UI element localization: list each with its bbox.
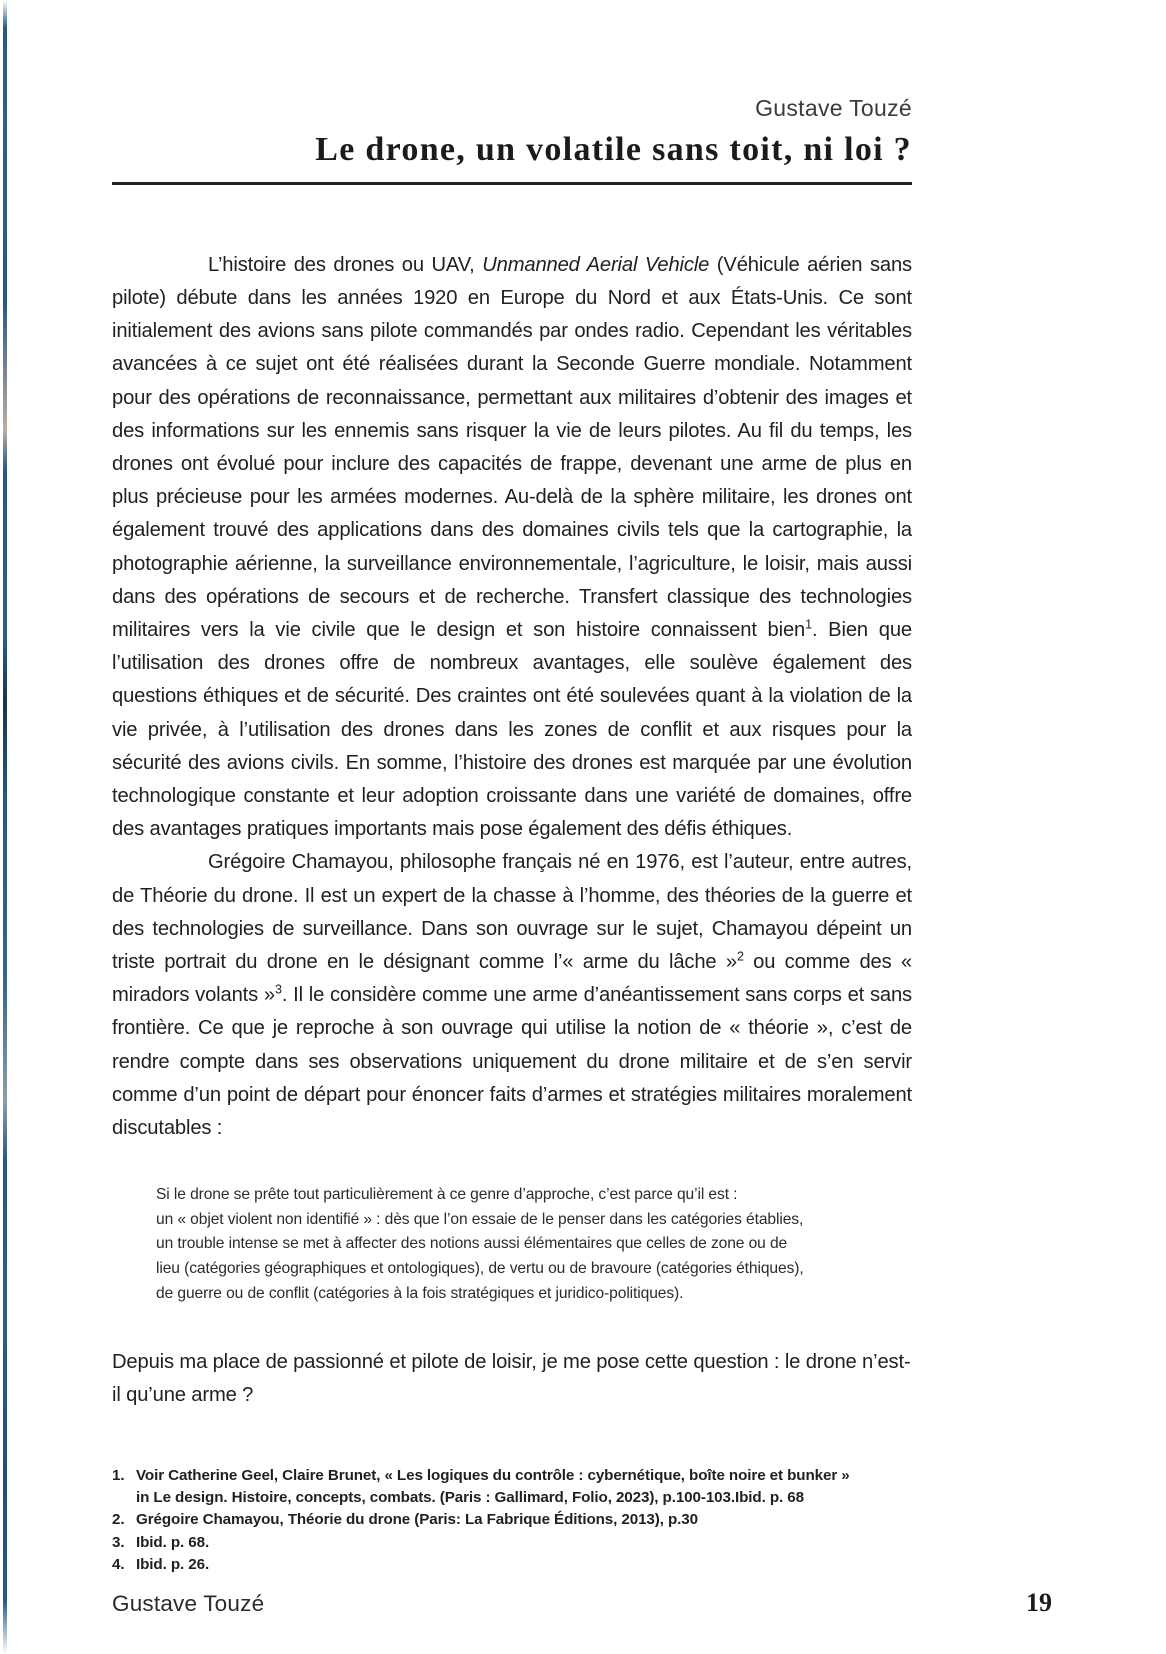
footnote-ref-2: 2 [736,949,744,964]
footnote-number: 3. [112,1533,125,1551]
footnote-line: in Le design. Histoire, concepts, combats. (Paris : Gallimard, Folio, 2023), p.100-103.Ibid. p. 68 [136,1488,804,1506]
quote-line: de guerre ou de conflit (catégories à la fois stratégiques et juridico-politiques). [156,1284,684,1302]
quote-line: un « objet violent non identifié » : dès que l’on essaie de le penser dans les catégories établies, [156,1210,804,1228]
p1-before-italic: L’histoire des drones ou UAV, [208,253,483,276]
footnote-number: 4. [112,1556,125,1574]
footnote-text: Ibid. p. 26. [136,1556,210,1574]
closing-text: Depuis ma place de passionné et pilote de loisir, je me pose cette question : le drone n’est-il qu’une arme ? [112,1351,911,1407]
body-text [112,249,912,1145]
paragraph-1 [112,249,912,847]
page-content [112,0,912,1577]
p1-italic-title: Unmanned Aerial Vehicle [482,253,710,276]
footnote-text: Grégoire Chamayou, Théorie du drone (Paris: La Fabrique Éditions, 2013), p.30 [136,1511,698,1529]
quote-line: Si le drone se prête tout particulièrement à ce genre d’approche, c’est parce qu’il est : [156,1186,738,1204]
title-divider [112,182,912,185]
page-number: 19 [1026,1588,1052,1617]
p2-end: . Il le considère comme une arme d’anéantissement sans corps et sans frontière. Ce que je reproche à son ouvrage qui utilise la notion de « théorie », c’est de rendre compte dans ses observations uniquement du drone militaire et de s’en servir comme d’un point de départ pour énoncer faits d’armes et stratégies militaires moralement discutables : [112,984,912,1139]
footnote-number: 1. [112,1466,125,1484]
footnote-text [136,1465,912,1510]
footnote-item [112,1465,912,1510]
p2-start: Grégoire Chamayou, philosophe français né en 1976, est l’auteur, entre autres, de Théorie du drone. Il est un expert de la chasse à l’homme, des théories de la guerre et des technologies de surveillance. Dans son ouvrage sur le sujet, Chamayou dépeint un triste portrait du drone en le désignant comme l’« arme du lâche » [112,851,912,973]
footnote-line: Voir Catherine Geel, Claire Brunet, « Les logiques du contrôle : cybernétique, boîte noire et bunker » [136,1466,850,1484]
p1-after-italic: (Véhicule aérien sans pilote) débute dans les années 1920 en Europe du Nord et aux États-Unis. Ce sont initialement des avions sans pilote commandés par ondes radio. Cependant les véritables avancées à ce sujet ont été réalisées durant la Seconde Guerre mondiale. Notamment pour des opérations de reconnaissance, permettant aux militaires d’obtenir des images et des informations sur les ennemis sans risquer la vie de leurs pilotes. Au fil du temps, les drones ont évolué pour inclure des capacités de frappe, devenant une arme de plus en plus précieuse pour les armées modernes. Au-delà de la sphère militaire, les drones ont également trouvé des applications dans des domaines civils tels que la cartographie, la photographie aérienne, la surveillance environnementale, l’agriculture, le loisir, mais aussi dans des opérations de secours et de recherche. Transfert classique des technologies militaires vers la vie civile que le design et son histoire connaissent bien [112,253,912,641]
scan-binding-edge [3,0,7,1654]
footnote-number: 2. [112,1511,125,1529]
footnote-item [112,1554,912,1576]
p1-tail: . Bien que l’utilisation des drones offre de nombreux avantages, elle soulève également des questions éthiques et de sécurité. Des craintes ont été soulevées quant à la violation de la vie privée, à l’utilisation des drones dans les zones de conflit et aux risques pour la sécurité des avions civils. En somme, l’histoire des drones est marquée par une évolution technologique constante et leur adoption croissante dans une variété de domaines, offre des avantages pratiques importants mais pose également des défis éthiques. [112,618,912,841]
page-footer [112,1588,1052,1618]
footer-author: Gustave Touzé [112,1591,265,1616]
author-byline: Gustave Touzé [755,95,912,121]
footnote-list [112,1465,912,1577]
blockquote [156,1183,912,1306]
page-title: Le drone, un volatile sans toit, ni loi ? [315,131,912,169]
closing-paragraph [112,1346,912,1412]
footnote-ref-1: 1 [805,617,812,632]
p2-middle: ou comme des « miradors volants » [112,950,912,1007]
footnote-item [112,1509,912,1531]
footnote-text: Ibid. p. 68. [136,1533,210,1551]
footnote-item [112,1532,912,1554]
paragraph-2 [112,846,912,1145]
quote-line: un trouble intense se met à affecter des notions aussi élémentaires que celles de zone ou de [156,1235,788,1253]
quote-line: lieu (catégories géographiques et ontologiques), de vertu ou de bravoure (catégories éthiques), [156,1259,804,1277]
footnote-ref-3: 3 [275,982,282,997]
